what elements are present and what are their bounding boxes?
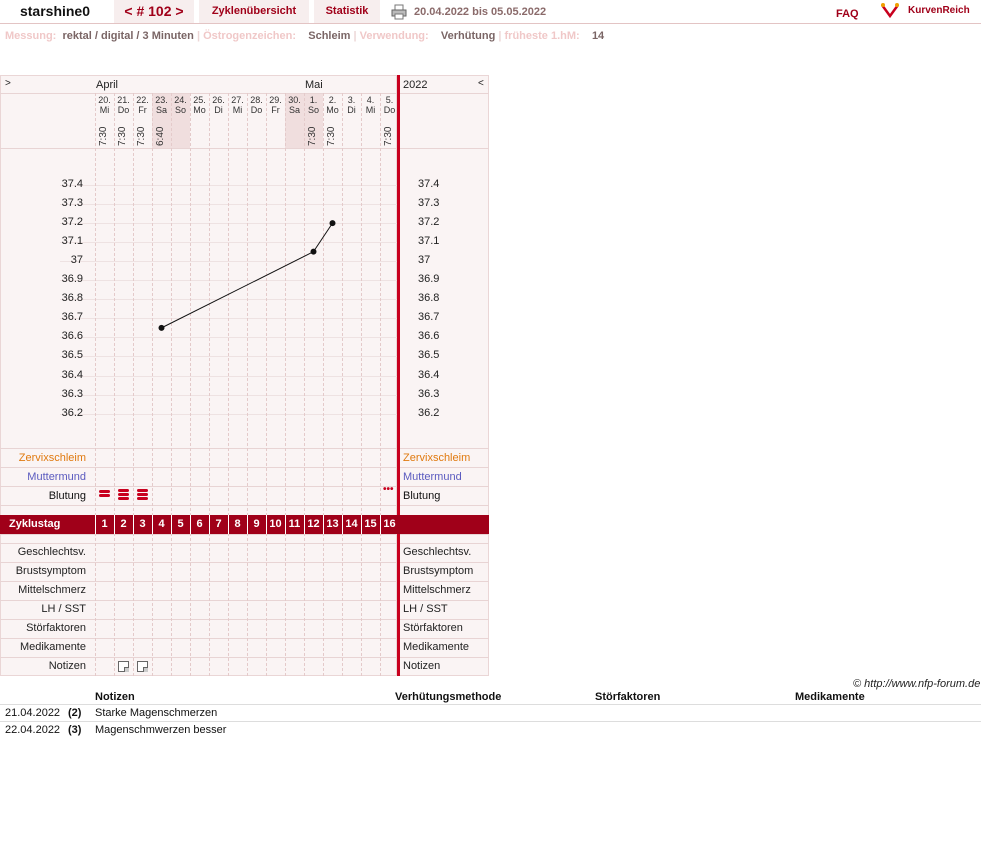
temperature-point[interactable] [330,220,336,226]
zyklustag-label: Zyklustag [9,518,61,530]
label-zervixschleim-right: Zervixschleim [403,452,471,464]
note-date: 21.04.2022 [5,707,61,719]
day-weekday: Di [347,105,356,115]
copyright: © http://www.nfp-forum.de [853,678,981,690]
temp-tick-right: 37.3 [418,197,440,210]
day-weekday: So [174,105,186,115]
measure-time: 7:30 [136,126,147,146]
temp-tick-right: 36.3 [418,387,440,400]
day-number: 26. [212,95,225,105]
verwendung-value: Verhütung [440,30,496,42]
verwendung-label: Verwendung: [359,30,429,42]
kurvenreich-link[interactable]: KurvenReich [908,5,970,16]
bleeding-icon [118,489,129,492]
chart-prev-button[interactable]: > [5,78,11,89]
cycle-day-divider [209,515,210,534]
row-label-right: Störfaktoren [403,622,463,634]
day-weekday: Mi [232,105,243,115]
day-weekday: Do [383,105,396,115]
cycle-day-divider [152,515,153,534]
day-number: 30. [288,95,301,105]
temp-tick-left: 37.1 [61,235,83,248]
label-blutung: Blutung [48,490,86,502]
temperature-point[interactable] [311,249,317,255]
bleeding-icon [118,493,129,496]
temp-tick-right: 37.4 [418,178,440,190]
day-number: 3. [347,95,356,105]
fhm-label: früheste 1.hM: [504,30,580,42]
temp-tick-right: 37 [418,254,431,267]
cycle-day-number: 1 [101,518,108,530]
cycle-day-number: 2 [120,518,127,530]
measure-time: 6:40 [155,126,166,146]
cycle-day-divider [285,515,286,534]
cycle-day-number: 14 [345,518,358,530]
cycle-day-divider [304,515,305,534]
col-notizen: Notizen [95,691,135,703]
cycle-day-divider [323,515,324,534]
measure-time: 7:30 [307,126,318,146]
day-number: 5. [385,95,394,105]
month-april: April [96,79,119,91]
row-label: Geschlechtsv. [17,546,86,558]
temp-tick-left: 36.4 [61,368,83,381]
cycle-day-divider [228,515,229,534]
temp-tick-left: 36.9 [61,273,83,286]
temp-tick-left: 36.7 [61,311,83,324]
label-muttermund: Muttermund [27,471,86,483]
year-label: 2022 [403,79,428,91]
day-number: 28. [250,95,263,105]
cycle-day-divider [95,515,96,534]
cycle-day-number: 7 [215,518,222,530]
cycle-day-divider [114,515,115,534]
note-icon[interactable] [118,661,129,672]
day-number: 24. [174,95,187,105]
note-date: 22.04.2022 [5,724,61,736]
messung-label: Messung: [5,30,57,42]
day-weekday: Mo [326,105,339,115]
temp-tick-left: 36.8 [61,292,83,305]
cycle-day-number: 9 [253,518,260,530]
cycle-day-divider [247,515,248,534]
note-text: Starke Magenschmerzen [95,707,218,719]
fhm-value: 14 [591,30,605,42]
cycle-day-number: 16 [383,518,396,530]
day-number: 20. [98,95,111,105]
cycle-day-divider [190,515,191,534]
col-stoerfaktoren: Störfaktoren [595,691,661,703]
temperature-point[interactable] [159,325,165,331]
cycle-day-number: 11 [288,518,301,530]
cycle-day-number: 5 [177,518,184,530]
temp-tick-left: 36.5 [61,349,83,362]
day-weekday: Fr [138,105,147,115]
table-divider [0,704,981,705]
temp-tick-right: 36.6 [418,330,440,343]
cycle-day-divider [171,515,172,534]
col-verhuetung: Verhütungsmethode [395,691,502,703]
row-label: Medikamente [19,641,86,653]
row-label-right: Mittelschmerz [403,584,471,596]
oestrogen-label: Östrogenzeichen: [203,30,296,42]
oestrogen-value: Schleim [308,30,351,42]
day-weekday: Sa [288,105,300,115]
day-weekday: Mi [365,105,376,115]
cycle-day-number: 3 [139,518,146,530]
cycle-day-number: 13 [326,518,339,530]
temp-tick-left: 36.6 [61,330,83,343]
label-blutung-right: Blutung [403,490,441,502]
row-label: Störfaktoren [26,622,86,634]
kurvenreich-logo-icon[interactable] [880,2,900,20]
temp-tick-right: 36.4 [418,368,440,381]
cycle-day-divider [361,515,362,534]
day-number: 21. [117,95,130,105]
faq-link[interactable]: FAQ [836,8,859,20]
day-weekday: Do [250,105,263,115]
col-medikamente: Medikamente [795,691,865,703]
day-number: 29. [269,95,282,105]
temp-tick-left: 36.3 [61,387,83,400]
month-mai: Mai [305,79,323,91]
cycle-day-number: 10 [269,518,282,530]
row-label: Mittelschmerz [18,584,86,596]
note-day: (2) [68,707,82,719]
day-weekday: Mi [99,105,110,115]
row-label-right: LH / SST [403,603,448,615]
note-day: (3) [68,724,82,736]
bleeding-icon [118,497,129,500]
cycle-day-number: 6 [196,518,203,530]
temp-tick-right: 36.5 [418,349,440,362]
bleeding-icon [137,493,148,496]
cycle-day-number: 8 [234,518,241,530]
temp-tick-right: 36.2 [418,406,440,419]
temp-tick-right: 37.1 [418,235,440,248]
cycle-day-number: 4 [158,518,165,530]
day-number: 2. [328,95,337,105]
day-number: 23. [155,95,168,105]
row-label: Brustsymptom [15,565,86,577]
temp-tick-left: 37.3 [61,197,83,210]
day-weekday: So [307,105,319,115]
row-label-right: Medikamente [403,641,470,653]
day-weekday: Di [214,105,223,115]
row-label: Notizen [48,660,86,672]
messung-value: rektal / digital / 3 Minuten [62,30,194,42]
measure-time: 7:30 [326,126,337,146]
temp-tick-left: 36.2 [61,406,83,419]
day-number: 25. [193,95,206,105]
tab-cycle-overview[interactable]: Zyklenübersicht [199,0,309,23]
table-divider [0,721,981,722]
temp-tick-left: 37.2 [61,216,83,229]
bleeding-icon [137,497,148,500]
cycle-day-divider [342,515,343,534]
bleeding-icon [99,494,110,497]
cycle-day-number: 12 [307,518,320,530]
temp-tick-right: 36.7 [418,311,440,324]
tab-statistics[interactable]: Statistik [314,0,380,23]
date-range: 20.04.2022 bis 05.05.2022 [414,6,547,18]
temp-tick-right: 36.9 [418,273,440,286]
label-muttermund-right: Muttermund [403,471,462,483]
day-number: 1. [309,95,318,105]
cycle-day-divider [266,515,267,534]
row-label: LH / SST [41,603,86,615]
note-icon[interactable] [137,661,148,672]
row-label-right: Geschlechtsv. [403,546,472,558]
day-weekday: Do [117,105,130,115]
temperature-line [162,223,333,328]
cycle-day-number: 15 [364,518,377,530]
measure-time: 7:30 [117,126,128,146]
note-text: Magenschmwerzen besser [95,724,227,736]
spotting-icon: ••• [383,484,394,495]
measure-time: 7:30 [98,126,109,146]
cycle-day-divider [133,515,134,534]
day-number: 22. [136,95,149,105]
bleeding-icon [99,490,110,493]
day-number: 4. [366,95,375,105]
temp-tick-right: 37.2 [418,216,440,229]
measure-time: 7:30 [383,126,394,146]
temp-tick-right: 36.8 [418,292,440,305]
meta-bar: Messung: rektal / digital / 3 Minuten | Östrogenzeichen: Schleim | Verwendung: Verhütung | früheste 1.hM: 14 [5,30,605,42]
temp-tick-left: 37 [70,254,83,267]
row-label-right: Notizen [403,660,441,672]
temp-tick-left: 37.4 [61,178,83,190]
username: starshine0 [0,0,110,23]
day-weekday: Sa [155,105,167,115]
row-label-right: Brustsymptom [403,565,474,577]
day-weekday: Fr [271,105,280,115]
label-zervixschleim: Zervixschleim [18,452,86,464]
day-weekday: Mo [193,105,206,115]
bleeding-icon [137,489,148,492]
cycle-day-divider [380,515,381,534]
cycle-navigator[interactable]: < # 102 > [114,0,194,23]
chart-next-button[interactable]: < [478,78,484,89]
day-number: 27. [231,95,244,105]
